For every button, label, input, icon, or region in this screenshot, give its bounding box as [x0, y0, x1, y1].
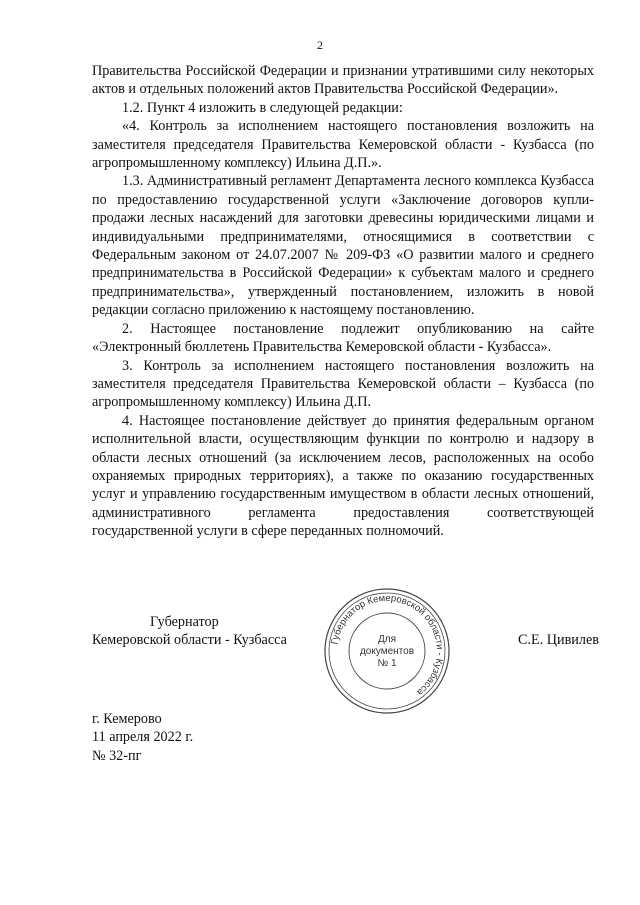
document-footer: [92, 710, 193, 765]
paragraph-3: 3. Контроль за исполнением настоящего постановления возложить на заместителя председателя Правительства Кемеровской области – Кузбасса (по агропромышленному комплексу) Ильина Д.П.: [92, 357, 594, 411]
paragraph-2: 2. Настоящее постановление подлежит опубликованию на сайте «Электронный бюллетень Правительства Кемеровской области - Кузбасса».: [92, 320, 594, 356]
paragraph-4: 4. Настоящее постановление действует до принятия федеральным органом исполнительной власти, осуществляющим функции по контролю и надзору в области лесных отношений (за исключением лесов, расположенных на особо охраняемых природных территориях), а также по оказанию государственных услуг и управлению государственным имуществом в области лесных отношений, административного регламента предоставления соответствующей государственной услуги в сфере переданных полномочий.: [92, 412, 594, 540]
signature-name: С.Е. Цивилев: [518, 632, 599, 648]
page-number: 2: [317, 38, 323, 52]
paragraph-1-2: 1.2. Пункт 4 изложить в следующей редакции:: [122, 99, 403, 116]
document-body: [92, 62, 594, 541]
footer-number: № 32-пг: [92, 747, 142, 764]
official-seal: [322, 586, 452, 716]
paragraph-1-3: 1.3. Административный регламент Департамента лесного комплекса Кузбасса по предоставлению государственной услуги «Заключение договоров купли-продажи лесных насаждений для заготовки древесины юридическими лицами и индивидуальными предпринимателями, относящимися в соответствии с Федеральным законом от 24.07.2007 № 209-ФЗ «О развитии малого и среднего предпринимательства в Российской Федерации» к субъектам малого и среднего предпринимательства», утвержденный постановлением, изложить в новой редакции согласно приложению к настоящему постановлению.: [92, 173, 594, 319]
seal-line-1: Для: [377, 634, 397, 645]
paragraph-continuation: Правительства Российской Федерации и признании утратившими силу некоторых актов и отдельных положений актов Правительства Российской Федерации».: [92, 63, 594, 98]
footer-city: г. Кемерово: [92, 711, 162, 727]
seal-line-3: № 1: [377, 658, 397, 669]
seal-ring-text: Губернатор Кемеровской области - Кузбасса: [329, 592, 446, 698]
paragraph-quote-4: «4. Контроль за исполнением настоящего постановления возложить на заместителя председателя Правительства Кемеровской области - Кузбасса (по агропромышленному комплексу) Ильина Д.П.».: [92, 118, 594, 172]
seal-line-2: документов: [359, 646, 415, 657]
signature-title: Губернатор: [150, 614, 219, 630]
footer-date: 11 апреля 2022 г.: [92, 729, 194, 746]
signature-organization: Кемеровской области - Кузбасса: [92, 632, 287, 648]
